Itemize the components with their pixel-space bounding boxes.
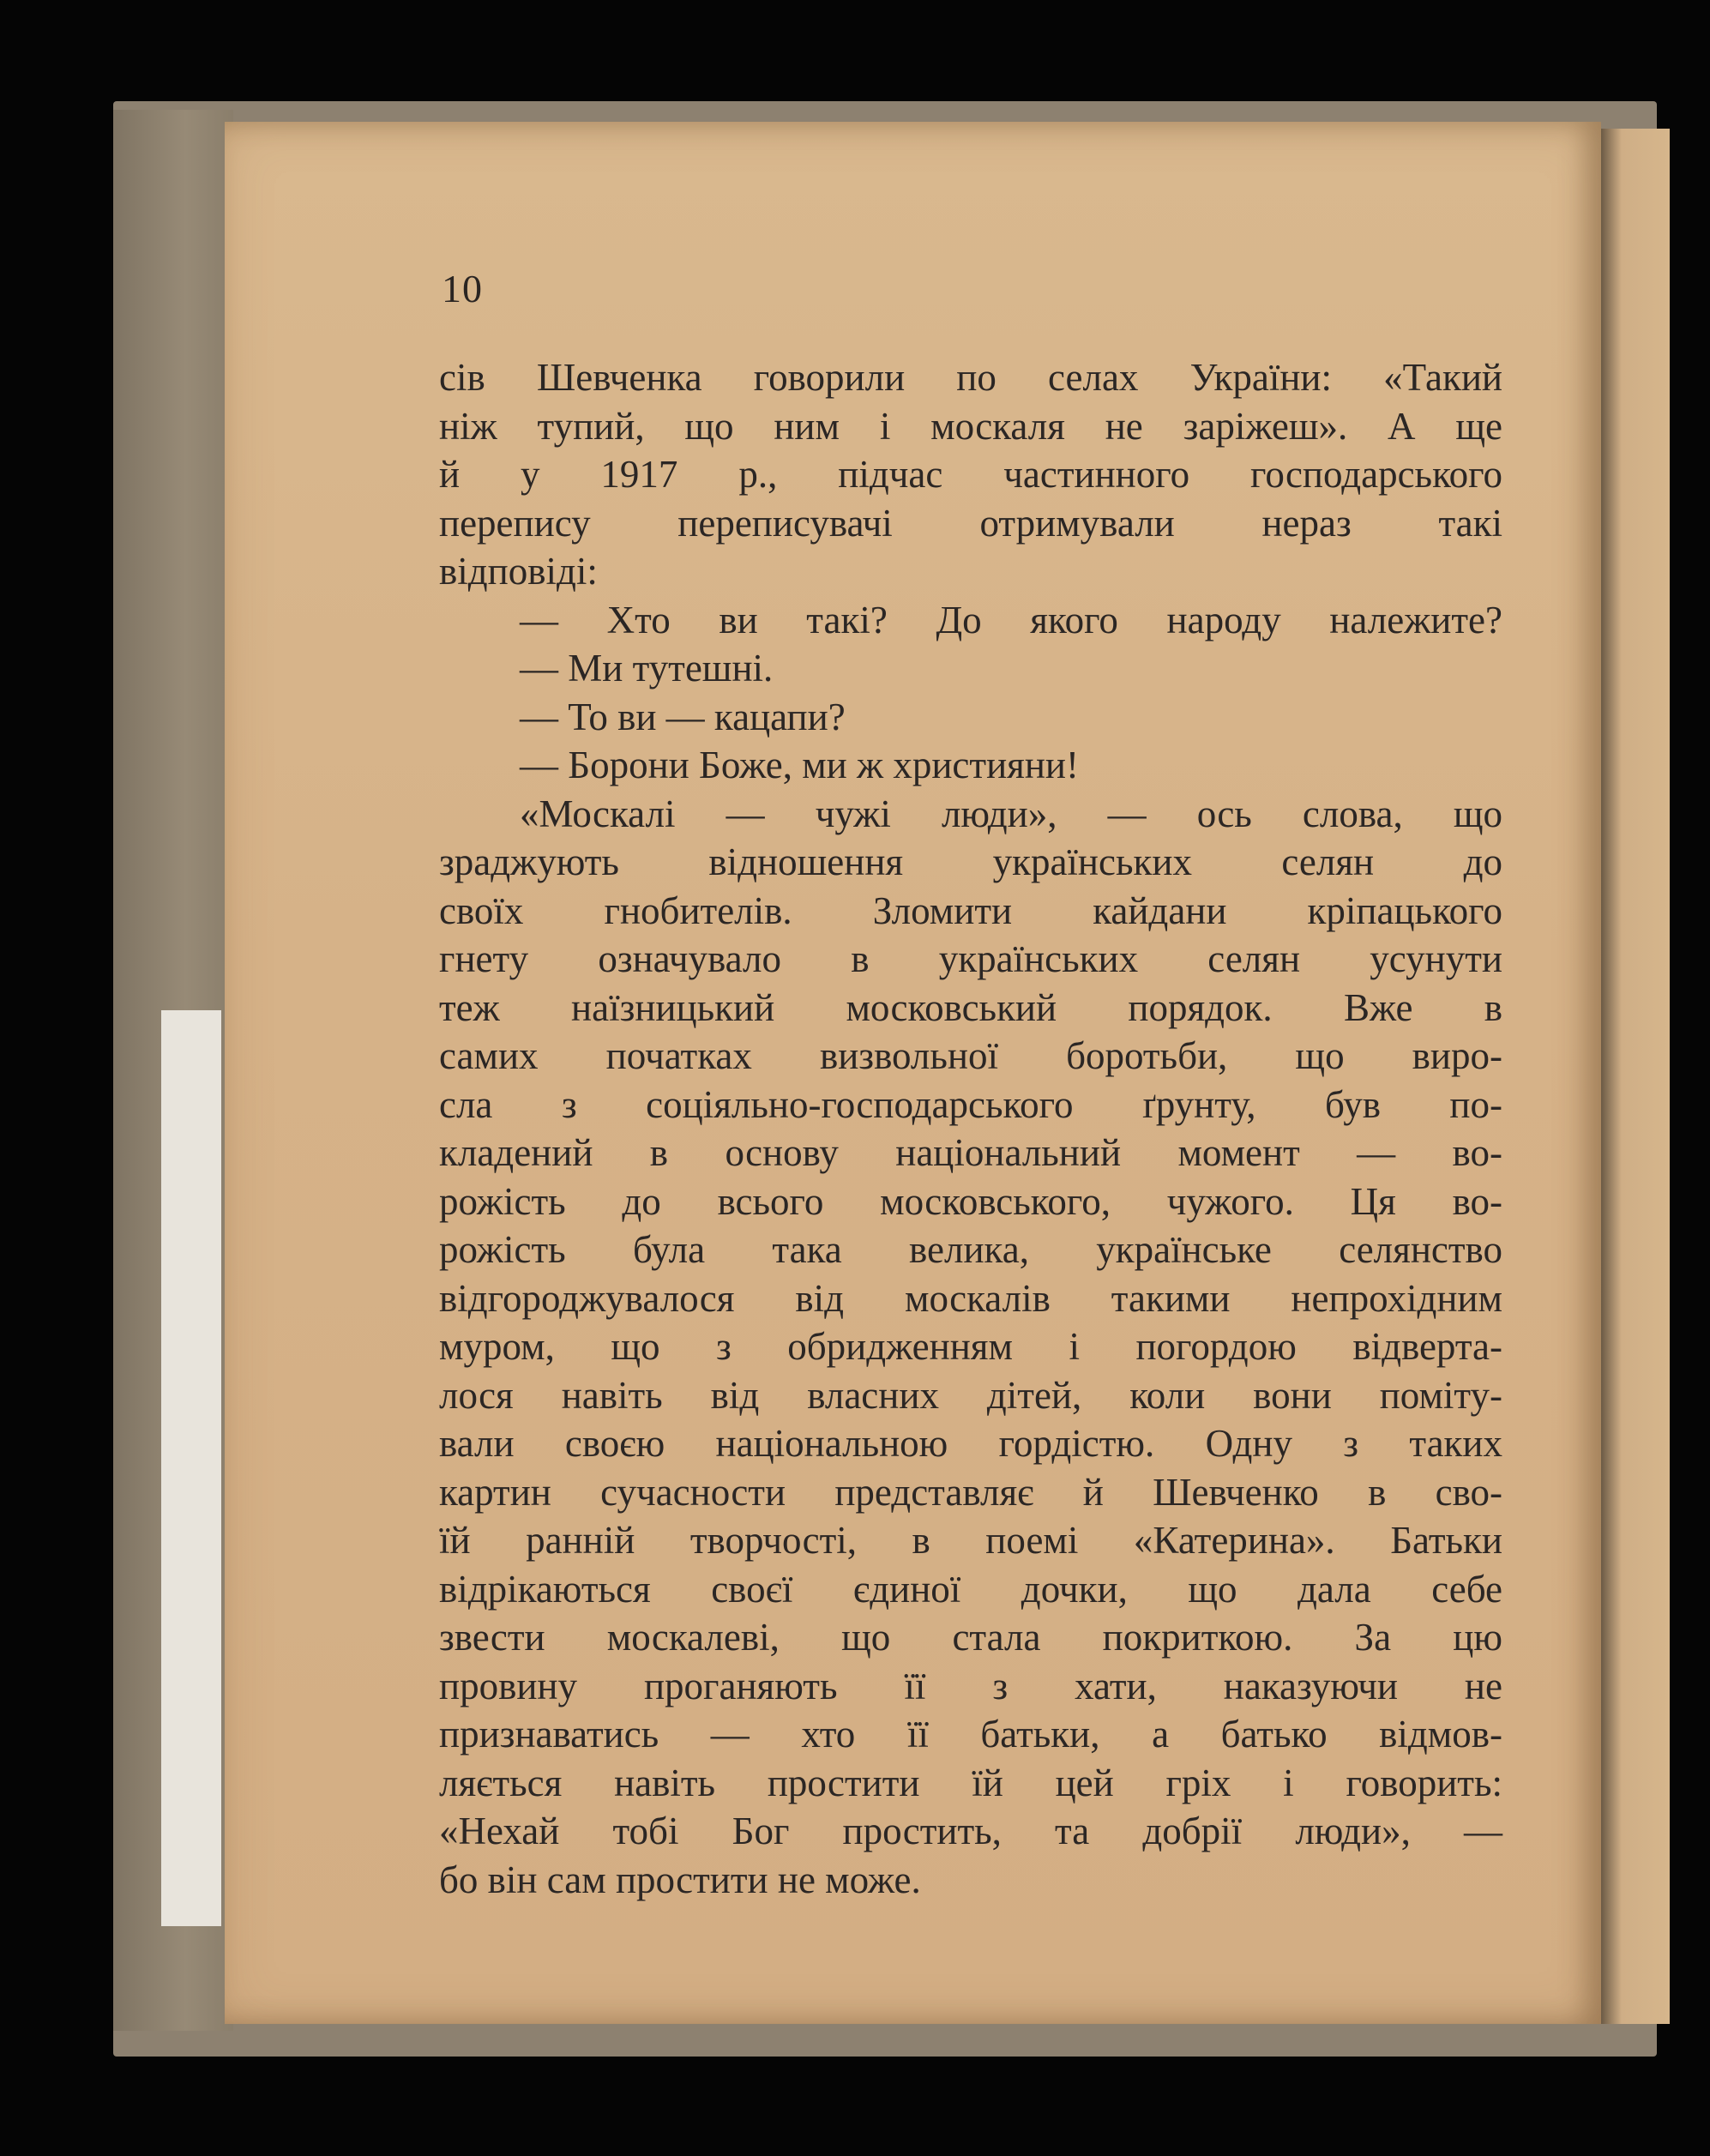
text-line: відгороджувалося від москалів такими непрохідним — [439, 1276, 1502, 1320]
text-line: лося навіть від власних дітей, коли вони поміту- — [439, 1373, 1502, 1417]
text-line: рожість до всього московського, чужого. Ця во- — [439, 1179, 1502, 1223]
text-line: вали своєю національною гордістю. Одну з таких — [439, 1422, 1502, 1465]
text-line: ніж тупий, що ним і москаля не заріжеш». А ще — [439, 404, 1502, 448]
text-line: рожість була така велика, українське селянство — [439, 1228, 1502, 1271]
text-line: — То ви — кацапи? — [520, 695, 846, 738]
text-line: «Нехай тобі Бог простить, та добрії люди», — — [439, 1810, 1502, 1852]
text-line: провину проганяють її з хати, наказуючи не — [439, 1664, 1502, 1707]
body-text — [439, 353, 1502, 1904]
text-line: сів Шевченка говорили по селах України: «Такий — [439, 356, 1502, 399]
text-line: признаватись — хто її батьки, а батько відмов- — [439, 1713, 1502, 1756]
text-line: «Москалі — чужі люди», — ось слова, що — [520, 792, 1502, 835]
text-line: перепису переписувачі отримували нераз такі — [439, 501, 1502, 545]
text-line: гнету означувало в українських селян усунути — [439, 937, 1502, 980]
facing-page-edge — [1601, 129, 1670, 2024]
text-line: — Ми тутешні. — [520, 647, 774, 690]
text-line: їй ранній творчості, в поемі «Катерина». Батьки — [439, 1519, 1502, 1562]
text-line: сла з соціяльно-господарського ґрунту, був по- — [439, 1082, 1502, 1126]
text-line: звести москалеві, що стала покриткою. За цю — [439, 1616, 1502, 1659]
text-line: самих початках визвольної боротьби, що виро- — [439, 1034, 1502, 1077]
text-line: — Борони Боже, ми ж християни! — [520, 744, 1079, 786]
text-line: відрікаються своєї єдиної дочки, що дала себе — [439, 1567, 1502, 1611]
paper-strip — [161, 1010, 221, 1926]
text-line: картин сучасности представляє й Шевченко в сво- — [439, 1470, 1502, 1514]
text-line: ляється навіть простити їй цей гріх і говорить: — [439, 1761, 1502, 1804]
text-line: й у 1917 р., підчас частинного господарського — [439, 453, 1502, 496]
text-line: — Хто ви такі? До якого народу належите? — [520, 598, 1502, 641]
text-line: своїх гнобителів. Зломити кайдани кріпацького — [439, 888, 1502, 932]
text-line: кладений в основу національний момент — во- — [439, 1131, 1502, 1174]
text-line: муром, що з обридженням і погордою відверта- — [439, 1325, 1502, 1368]
text-line: відповіді: — [439, 550, 598, 593]
text-line: теж наїзницький московський порядок. Вже в — [439, 985, 1502, 1029]
text-line: зраджують відношення українських селян до — [439, 840, 1502, 883]
text-line: бо він сам простити не може. — [439, 1858, 921, 1901]
page-number: 10 — [442, 267, 483, 310]
